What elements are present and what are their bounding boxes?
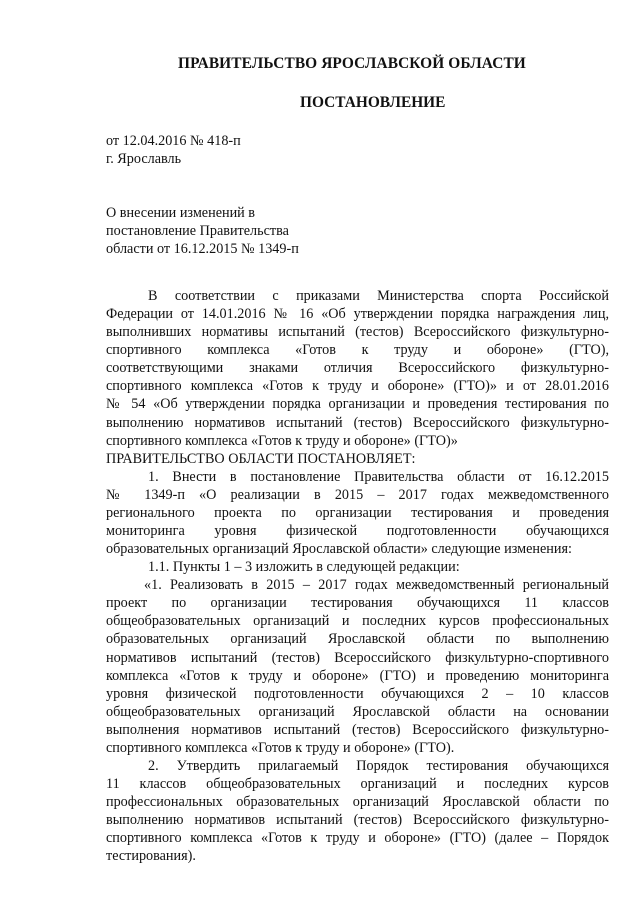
body-line: спортивного комплекса «Готов к труду и обороне» (ГТО). [106,739,455,756]
body-line: 1. Внести в постановление Правительства области от 16.12.2015 [148,468,609,485]
body-line: 11 классов общеобразовательных организаций и последних курсов [106,776,609,793]
body-line: спортивного комплекса «Готов к труду и обороне» (ГТО) (далее – Порядок [106,830,609,847]
body-line: № 54 «Об утверждении порядка организации и проведения тестирования по [106,396,609,413]
body-line: регионального проекта по организации тестирования и проведения [106,504,609,521]
body-line: В соответствии с приказами Министерства спорта Российской [148,288,609,304]
government-title: ПРАВИТЕЛЬСТВО ЯРОСЛАВСКОЙ ОБЛАСТИ [178,55,526,72]
document-subject [106,204,299,258]
body-line: спортивного комплекса «Готов к труду и обороне» (ГТО)» [106,432,458,449]
body-line: общеобразовательных организаций Ярославской области на основании [106,703,609,720]
body-line: тестирования). [106,848,196,865]
body-line: комплекса «Готов к труду и обороне» (ГТО) и проведению мониторинга [106,667,609,684]
document-meta [106,132,241,168]
body-line: спортивного комплекса «Готов к труду и обороне» (ГТО)» и от 28.01.2016 [106,378,609,395]
subject-line: О внесении изменений в [106,205,256,221]
body-line: 2. Утвердить прилагаемый Порядок тестирования обучающихся [148,758,609,775]
body-line: выполнению нормативов испытаний (тестов) Всероссийского физкультурно- [106,812,609,829]
body-line: профессиональных образовательных организаций Ярославской области по [106,794,609,811]
body-line: «1. Реализовать в 2015 – 2017 годах межведомственный региональный [144,577,609,594]
subject-line: области от 16.12.2015 № 1349-п [106,241,299,257]
body-line: спортивного комплекса «Готов к труду и обороне» (ГТО), [106,342,609,359]
body-line: № 1349-п «О реализации в 2015 – 2017 годах межведомственного [106,486,609,503]
body-line: Федерации от 14.01.2016 № 16 «Об утверждении порядка награждения лиц, [106,306,609,323]
date-number: от 12.04.2016 № 418-п [106,133,241,149]
city: г. Ярославль [106,151,182,167]
body-line: уровня физической подготовленности обучающихся 2 – 10 классов [106,685,609,702]
body-line: проект по организации тестирования обучающихся 11 классов [106,595,609,612]
body-line: выполнения нормативов испытаний (тестов) Всероссийского физкультурно- [106,721,609,738]
body-line: образовательных организаций Ярославской области» следующие изменения: [106,541,572,558]
body-line: соответствующими знаками отличия Всероссийского физкультурно- [106,360,609,377]
body-line: выполнивших нормативы испытаний (тестов) Всероссийского физкультурно- [106,324,609,341]
body-line: общеобразовательных организаций и последних курсов профессиональных [106,613,609,630]
body-line: мониторинга уровня физической подготовленности обучающихся [106,523,609,540]
body-line: нормативов испытаний (тестов) Всероссийского физкультурно-спортивного [106,649,609,666]
body-line: ПРАВИТЕЛЬСТВО ОБЛАСТИ ПОСТАНОВЛЯЕТ: [106,450,416,467]
body-line: образовательных организаций Ярославской области по выполнению [106,631,609,648]
document-type-title: ПОСТАНОВЛЕНИЕ [300,94,446,111]
document-body [106,287,609,866]
body-line: 1.1. Пункты 1 – 3 изложить в следующей редакции: [148,559,460,576]
body-line: выполнению нормативов испытаний (тестов) Всероссийского физкультурно- [106,414,609,431]
subject-line: постановление Правительства [106,223,289,239]
